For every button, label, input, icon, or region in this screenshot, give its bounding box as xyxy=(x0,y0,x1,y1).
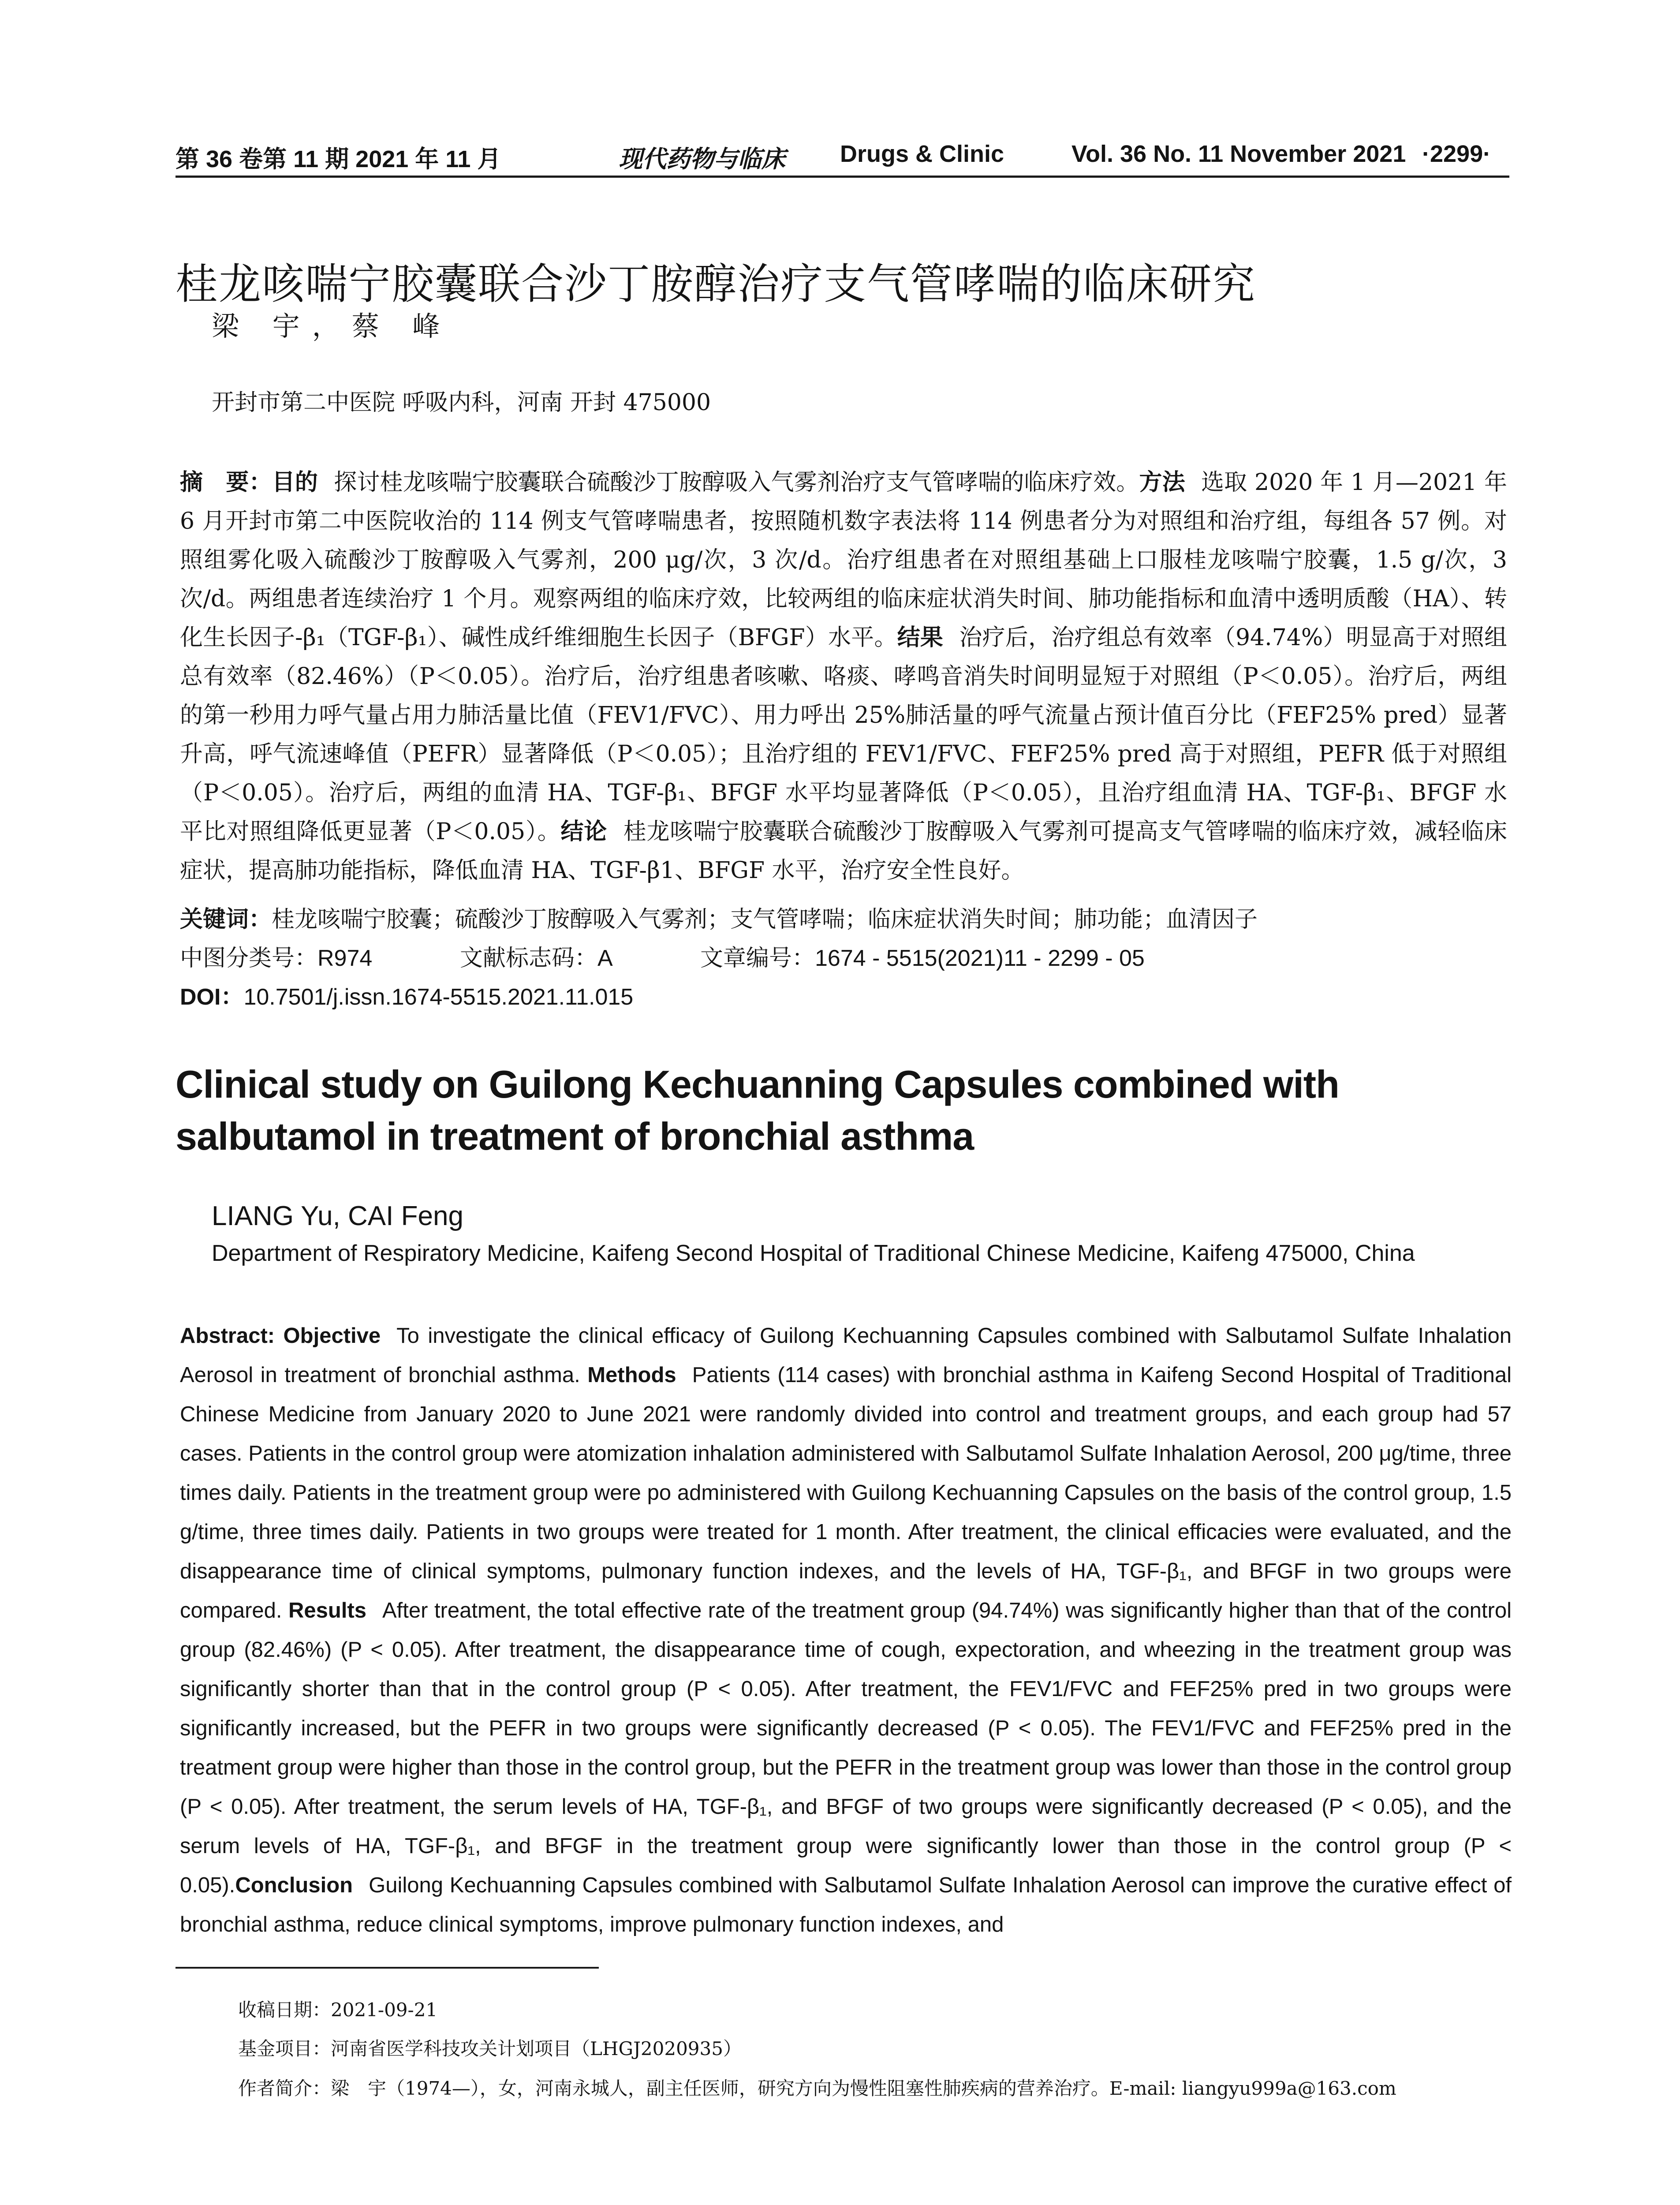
cn-article-number: 文章编号：1674 - 5515(2021)11 - 2299 - 05 xyxy=(700,946,1145,971)
en-title: Clinical study on Guilong Kechuanning Capsules combined with salbutamol in treatment of bronchial asthma xyxy=(175,1062,1339,1158)
cn-keywords-text: 桂龙咳喘宁胶囊；硫酸沙丁胺醇吸入气雾剂；支气管哮喘；临床症状消失时间；肺功能；血清因子 xyxy=(272,906,1258,933)
header-rule xyxy=(175,176,1509,178)
cn-keywords-label: 关键词： xyxy=(180,906,272,933)
footnote-funding: 基金项目：河南省医学科技攻关计划项目（LHGJ2020935） xyxy=(238,2038,742,2059)
cn-objective-text: 探讨桂龙咳喘宁胶囊联合硫酸沙丁胺醇吸入气雾剂治疗支气管哮喘的临床疗效。 xyxy=(334,469,1139,496)
cn-results-label: 结果 xyxy=(897,624,944,651)
cn-classification-line xyxy=(180,939,1503,970)
en-results-text: After treatment, the total effective rate of the treatment group (94.74%) was significantly higher than that of the control group (82.46%) (P < 0.05). After treatment, the disappearance time of cough, expectoration, and wheezing in the treatment group was significantly shorter than that in the control group (P < 0.05). After treatment, the FEV1/FVC and FEF25% pred in two groups were significantly increased, but the PEFR in two groups were significantly decreased (P < 0.05). The FEV1/FVC and FEF25% pred in the treatment group were higher than those in the control group, but the PEFR in the treatment group was lower than those in the control group (P < 0.05). After treatment, the serum levels of HA, TGF-β₁, and BFGF of two groups were significantly decreased (P < 0.05), and the serum levels of HA, TGF-β₁, and BFGF in the treatment group were significantly lower than those in the control group (P < 0.05). xyxy=(180,1599,1512,1897)
cn-methods-text: 选取 2020 年 1 月—2021 年 6 月开封市第二中医院收治的 114 例支气管哮喘患者，按照随机数字表法将 114 例患者分为对照组和治疗组，每组各 57 例。对照组雾化吸入硫酸沙丁胺醇吸入气雾剂，200 μg/次，3 次/d。治疗组患者在对照组基础上口服桂龙咳喘宁胶囊，1.5 g/次，3 次/d。两组患者连续治疗 1 个月。观察两组的临床疗效，比较两组的临床症状消失时间、肺功能指标和血清中透明质酸（HA）、转化生长因子-β₁（TGF-β₁）、碱性成纤维细胞生长因子（BFGF）水平。 xyxy=(180,469,1508,651)
cn-conclusion-text: 桂龙咳喘宁胶囊联合硫酸沙丁胺醇吸入气雾剂可提高支气管哮喘的临床疗效，减轻临床症状，提高肺功能指标，降低血清 HA、TGF-β1、BFGF 水平，治疗安全性良好。 xyxy=(180,818,1507,884)
en-methods-text: Patients (114 cases) with bronchial asthma in Kaifeng Second Hospital of Traditional Chinese Medicine from January 2020 to June 2021 were randomly divided into control and treatment groups, and each group had 57 cases. Patients in the control group were atomization inhalation administered with Salbutamol Sulfate Inhalation Aerosol, 200 μg/time, three times daily. Patients in the treatment group were po administered with Guilong Kechuanning Capsules on the basis of the control group, 1.5 g/time, three times daily. Patients in two groups were treated for 1 month. After treatment, the clinical efficacies were evaluated, and the disappearance time of clinical symptoms, pulmonary function indexes, and the levels of HA, TGF-β₁, and BFGF in two groups were compared. xyxy=(180,1363,1512,1622)
en-authors: LIANG Yu, CAI Feng xyxy=(212,1201,463,1231)
cn-keywords xyxy=(180,901,1258,934)
cn-methods-label: 方法 xyxy=(1139,469,1185,496)
en-objective-label: Objective xyxy=(283,1324,381,1348)
cn-abstract xyxy=(180,463,1507,890)
header-journal-cn: 现代药物与临床 xyxy=(619,145,785,173)
cn-conclusion-label: 结论 xyxy=(560,818,607,845)
en-methods-label: Methods xyxy=(587,1363,676,1387)
en-conclusion-label: Conclusion xyxy=(235,1873,353,1897)
header-issue-en: Vol. 36 No. 11 November 2021 xyxy=(1071,141,1406,167)
header-page-number: ·2299· xyxy=(1422,141,1491,167)
en-objective-text: To investigate the clinical efficacy of Guilong Kechuanning Capsules combined with Salbutamol Sulfate Inhalation Aerosol in treatment of bronchial asthma. xyxy=(180,1324,1512,1387)
footnote-rule xyxy=(175,1967,599,1969)
doi-label: DOI： xyxy=(180,984,244,1010)
cn-results-text: 治疗后，治疗组总有效率（94.74%）明显高于对照组总有效率（82.46%）（P＜0.05）。治疗后，治疗组患者咳嗽、咯痰、哮鸣音消失时间明显短于对照组（P＜0.05）。治疗后，两组的第一秒用力呼气量占用力肺活量比值（FEV1/FVC）、用力呼出 25%肺活量的呼气流量占预计值百分比（FEF25% pred）显著升高，呼气流速峰值（PEFR）显著降低（P＜0.05）；且治疗组的 FEV1/FVC、FEF25% pred 高于对照组，PEFR 低于对照组（P＜0.05）。治疗后，两组的血清 HA、TGF-β₁、BFGF 水平均显著降低（P＜0.05），且治疗组血清 HA、TGF-β₁、BFGF 水平比对照组降低更显著（P＜0.05）。 xyxy=(180,624,1507,845)
doi-value: 10.7501/j.issn.1674-5515.2021.11.015 xyxy=(243,984,634,1010)
header-journal-en: Drugs & Clinic xyxy=(840,141,1004,167)
header-issue-cn: 第 36 卷第 11 期 2021 年 11 月 xyxy=(175,146,501,172)
footnote-author-bio: 作者简介：梁 宇（1974—），女，河南永城人，副主任医师，研究方向为慢性阻塞性肺疾病的营养治疗。E-mail: liangyu999a@163.com xyxy=(238,2078,1396,2099)
cn-doc-code: 文献标志码：A xyxy=(460,946,613,971)
cn-affiliation: 开封市第二中医院 呼吸内科，河南 开封 475000 xyxy=(212,389,711,416)
en-results-label: Results xyxy=(288,1599,366,1622)
cn-title: 桂龙咳喘宁胶囊联合沙丁胺醇治疗支气管哮喘的临床研究 xyxy=(175,261,1256,308)
footnote-received-date: 收稿日期：2021-09-21 xyxy=(238,1999,438,2021)
en-abstract-label: Abstract: xyxy=(180,1324,275,1348)
cn-abstract-label: 摘 要： xyxy=(180,469,272,496)
en-conclusion-text: Guilong Kechuanning Capsules combined with Salbutamol Sulfate Inhalation Aerosol can improve the curative effect of bronchial asthma, reduce clinical symptoms, improve pulmonary function indexes, and xyxy=(180,1873,1512,1936)
cn-objective-label: 目的 xyxy=(272,469,318,496)
doi-line xyxy=(180,978,633,1011)
en-affiliation: Department of Respiratory Medicine, Kaifeng Second Hospital of Traditional Chinese Medicine, Kaifeng 475000, China xyxy=(212,1241,1415,1266)
en-abstract xyxy=(180,1316,1512,1944)
cn-authors: 梁 宇，蔡 峰 xyxy=(212,310,452,342)
running-header xyxy=(175,140,1509,172)
cn-clc: 中图分类号：R974 xyxy=(180,946,373,971)
